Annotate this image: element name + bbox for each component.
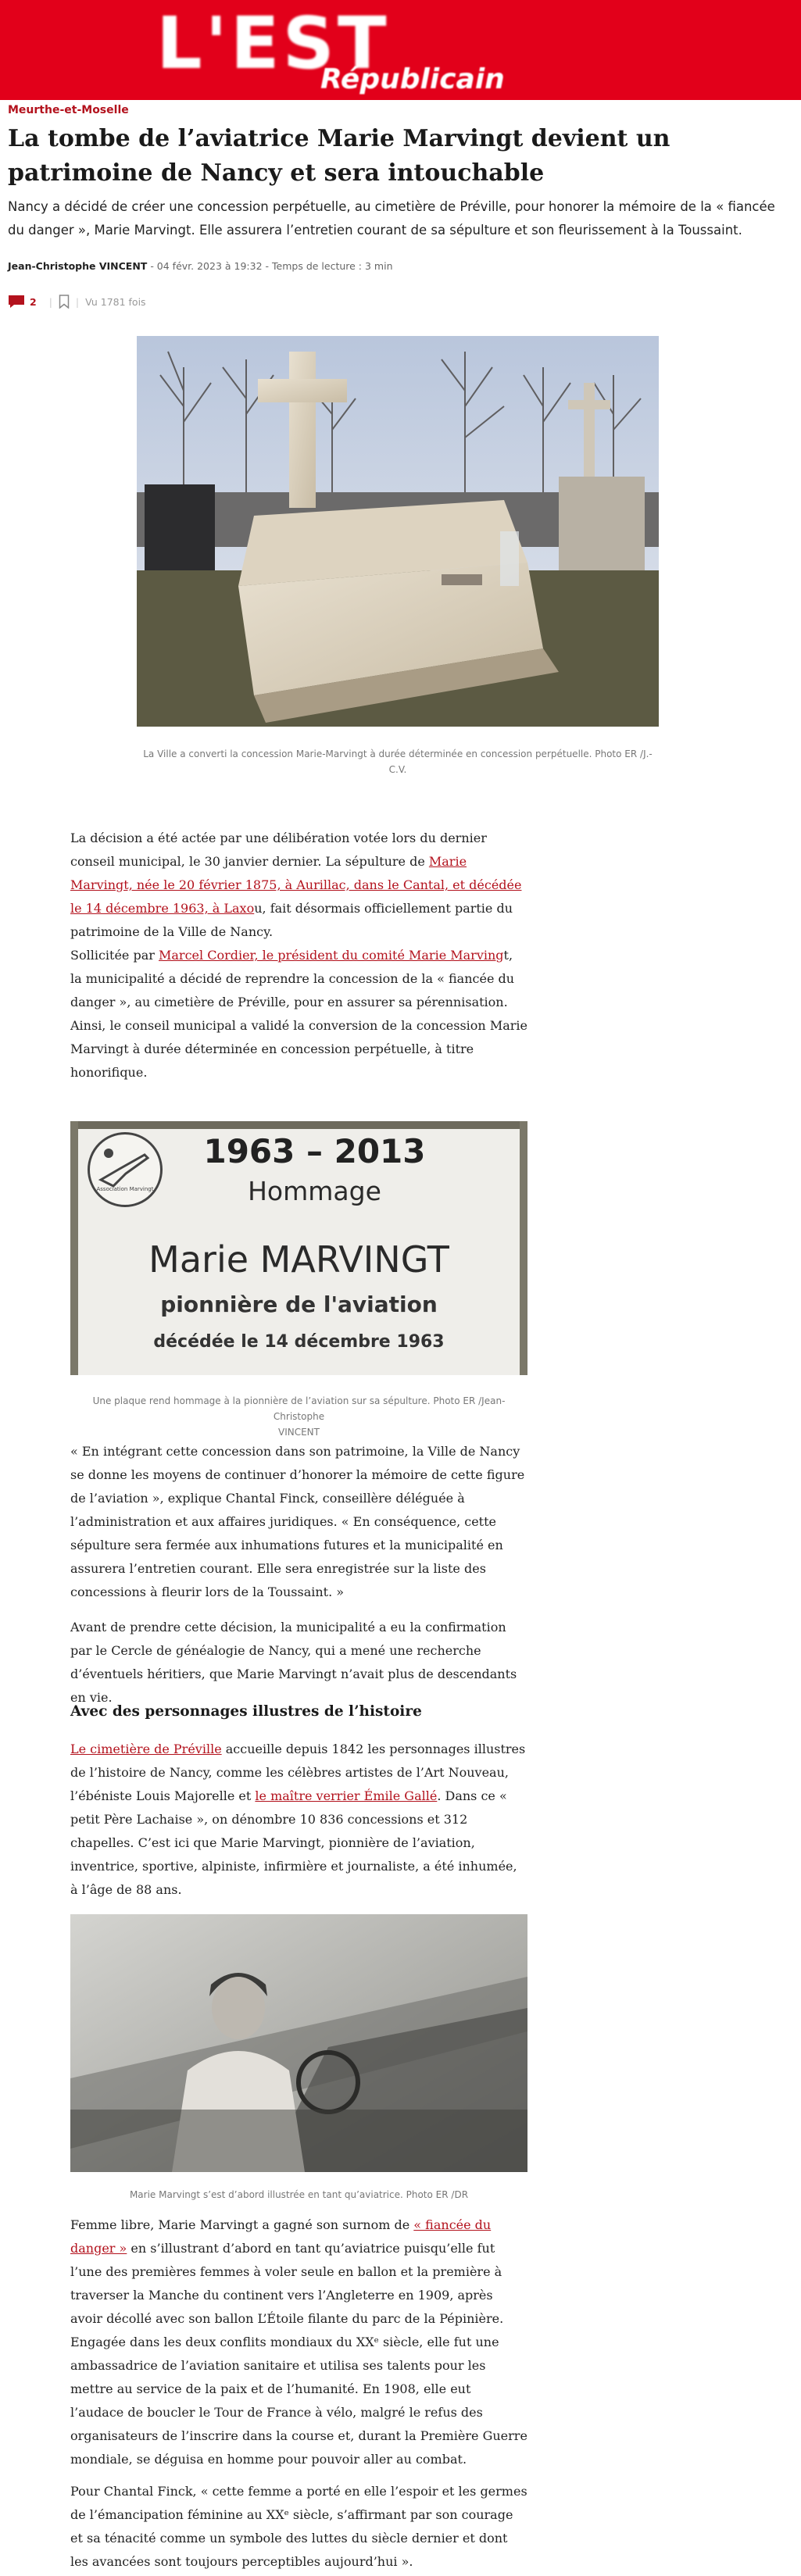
comment-count[interactable]: 2	[30, 295, 37, 308]
aviator-photo[interactable]	[70, 1914, 527, 2172]
byline	[8, 260, 393, 272]
plaque-badge-text: Association Marvingt	[96, 1186, 154, 1192]
plaque-name: Marie MARVINGT	[148, 1238, 449, 1281]
plaque-photo[interactable]	[70, 1121, 527, 1375]
reading-time: - Temps de lecture : 3 min	[262, 260, 393, 272]
caption-line: VINCENT	[278, 1427, 320, 1438]
text-span: t, la municipalité a décidé de reprendre la concession de la « fiancée du danger », au cimetière de Préville, pour en assurer sa pérennisation. Ainsi, le conseil municipal a validé la conversion de la concession Marie Marvingt à durée déterminée en concession perpétuelle, à titre honorifique.	[70, 948, 527, 1080]
logo-main-text: L'EST	[156, 2, 390, 85]
grave-photo[interactable]	[137, 336, 659, 727]
text-span: accueille depuis 1842 les personnages illustres de l’histoire de Nancy, comme les célèbres artistes de l’Art Nouveau, l’ébéniste Louis Majorelle et	[70, 1742, 526, 1803]
text-span: Sollicitée par	[70, 948, 159, 963]
photo-caption	[70, 1393, 527, 1440]
plaque-role: pionnière de l'aviation	[160, 1292, 438, 1317]
link-marcel-cordier[interactable]: Marcel Cordier, le président du comité Marie Marving	[159, 948, 504, 963]
comment-icon[interactable]	[8, 295, 25, 309]
author-name[interactable]: Jean-Christophe VINCENT	[8, 260, 148, 272]
site-logo[interactable]	[156, 2, 610, 95]
body-paragraph: Avant de prendre cette décision, la municipalité a eu la confirmation par le Cercle de généalogie de Nancy, qui a mené une recherche d’éventuels héritiers, que Marie Marvingt n’avait plus de descendants en vie.	[70, 1620, 517, 1705]
article-actions	[8, 292, 146, 311]
logo-sub-text: Républicain	[320, 63, 505, 95]
article-chapo: Nancy a décidé de créer une concession perpétuelle, au cimetière de Préville, pour honorer la mémoire de la « fiancée du danger », Marie Marvingt. Elle assurera l’entretien courant de sa sépulture et son fleurissement à la Toussaint.	[8, 199, 775, 238]
link-marie-marvingt[interactable]: Marie Marvingt, née le 20 février 1875, à Aurillac, dans le Cantal, et décédée le 14 décembre 1963, à Laxo	[70, 854, 522, 916]
link-fiancee-du-danger[interactable]: « fiancée du danger »	[70, 2217, 492, 2256]
link-emile-galle[interactable]: le maître verrier Émile Gallé	[255, 1788, 438, 1803]
plaque-years: 1963 – 2013	[203, 1132, 426, 1170]
body-paragraph: « En intégrant cette concession dans son patrimoine, la Ville de Nancy se donne les moyens de continuer d’honorer la mémoire de cette figure de l’aviation », explique Chantal Finck, conseillère déléguée à l’administration et aux affaires juridiques. « En conséquence, cette sépulture sera fermée aux inhumations futures et la municipalité en assurera l’entretien courant. Elle sera enregistrée sur la liste des concessions à fleurir lors de la Toussaint. »	[70, 1444, 525, 1599]
divider: |	[75, 295, 80, 308]
view-count: Vu 1781 fois	[85, 295, 146, 308]
article-title: La tombe de l’aviatrice Marie Marvingt devient un patrimoine de Nancy et sera intouchable	[8, 125, 670, 187]
link-cimetiere-preville[interactable]: Le cimetière de Préville	[70, 1742, 222, 1756]
masthead-banner	[0, 0, 801, 100]
caption-line: Une plaque rend hommage à la pionnière de l’aviation sur sa sépulture. Photo ER /Jean-Christophe	[92, 1395, 506, 1422]
body-paragraph	[70, 827, 527, 944]
text-span: en s’illustrant d’abord en tant qu’aviatrice puisqu’elle fut l’une des premières femmes à voler seule en ballon et la première à traverser la Manche du continent vers l’Angleterre en 1909, après avoir décollé avec son ballon L’Étoile filante du parc de la Pépinière. Engagée dans les deux conflits mondiaux du XXᵉ siècle, elle fut une ambassadrice de l’aviation sanitaire et utilisa ses talents pour les mettre au service de la paix et de l’humanité. En 1908, elle eut l’audace de boucler le Tour de France à vélo, malgré le refus des organisateurs de l’inscrire dans la course et, durant la Première Guerre mondiale, se déguisa en homme pour pouvoir aller au combat.	[70, 2241, 527, 2467]
category-link[interactable]: Meurthe-et-Moselle	[8, 104, 129, 116]
divider: |	[48, 295, 52, 308]
photo-caption: La Ville a converti la concession Marie-Marvingt à durée déterminée en concession perpétuelle. Photo ER /J.-C.V.	[143, 749, 653, 775]
text-span: Femme libre, Marie Marvingt a gagné son surnom de	[70, 2217, 414, 2232]
photo-caption: Marie Marvingt s’est d’abord illustrée en tant qu’aviatrice. Photo ER /DR	[129, 2189, 469, 2200]
section-subheading: Avec des personnages illustres de l’histoire	[70, 1703, 422, 1720]
body-paragraph: Pour Chantal Finck, « cette femme a porté en elle l’espoir et les germes de l’émancipation féminine au XXᵉ siècle, s’affirmant par son courage et sa ténacité comme un symbole des luttes du siècle dernier et dont les avancées sont toujours perceptibles aujourd’hui ».	[70, 2484, 527, 2569]
publish-date: - 04 févr. 2023 à 19:32	[147, 260, 263, 272]
body-paragraph	[70, 2213, 527, 2471]
body-paragraph	[70, 944, 527, 1084]
text-span: La décision a été actée par une délibération votée lors du dernier conseil municipal, le 30 janvier dernier. La sépulture de	[70, 831, 487, 869]
plaque-frame-top	[70, 1121, 527, 1129]
bookmark-icon[interactable]	[59, 295, 70, 309]
body-paragraph	[70, 1738, 527, 1902]
text-span: . Dans ce « petit Père Lachaise », on dénombre 10 836 concessions et 312 chapelles. C’est ici que Marie Marvingt, pionnière de l’aviation, inventrice, sportive, alpiniste, infirmière et journaliste, a été inhumée, à l’âge de 88 ans.	[70, 1788, 517, 1897]
plaque-death: décédée le 14 décembre 1963	[153, 1332, 445, 1352]
text-span: u, fait désormais officiellement partie du patrimoine de la Ville de Nancy.	[70, 901, 513, 939]
plaque-hommage: Hommage	[248, 1176, 381, 1206]
